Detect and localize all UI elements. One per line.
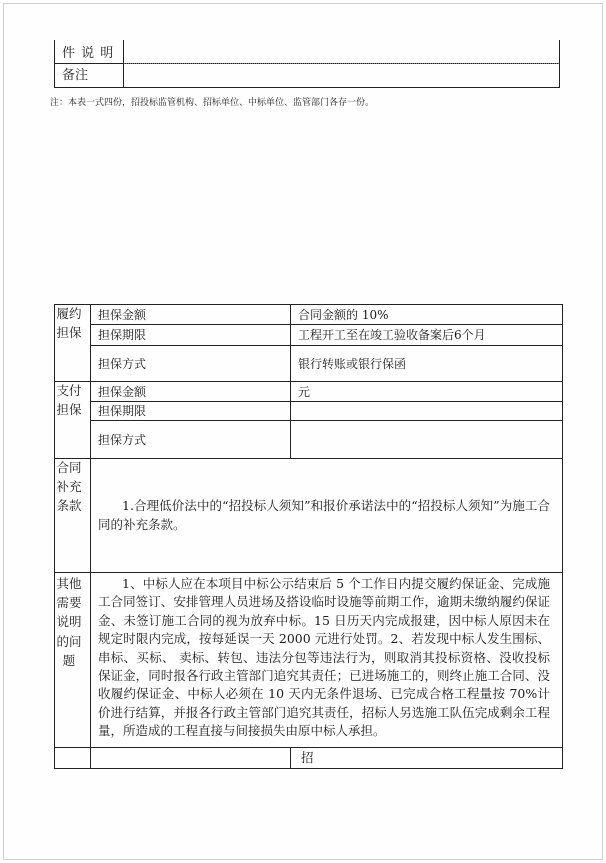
bottom-row-text: 招 [301, 750, 314, 765]
performance-method-label: 担保方式 [98, 357, 147, 371]
remarks-label: 备注 [62, 68, 89, 83]
other-notes-text: 1、中标人应在本项目中标公示结束后 5 个工作日内提交履约保证金、完成施工合同签订、安排管理人员进场及搭设临时设施等前期工作，逾期未缴纳履约保证金、未签订施工合同的视为放弃中标。15 日历天内完成报建，因中标人原因未在规定时限内完成，按每延误一天 2000 元进行处罚。2、若发现中标人发生围标、串标、买标、 卖标、转包、违法分包等违法行为，则取消其投标资格、没收投标保证金，同时报各行政主管部门追究其责任；已进场施工的，则终止施工合同、没收履约保证金、中标人必须在 10 天内无条件退场、已完成合格工程量按 70%计价进行结算，并报各行政主管部门追究其责任，招标人另选施工队伍完成剩余工程量，所造成的工程直接与间接损失由原中标人承担。 [98, 576, 550, 739]
payment-guarantee-label: 支付担保 [56, 383, 82, 417]
payment-period-label: 担保期限 [98, 404, 147, 418]
contract-supplement-label: 合同补充条款 [56, 460, 82, 513]
performance-amount-value: 合同金额的 10% [298, 308, 389, 322]
description-row-label: 件 说 明 [62, 46, 115, 61]
performance-guarantee-label: 履约担保 [56, 306, 82, 340]
other-notes-label: 其他需要说明的问题 [56, 576, 82, 668]
payment-amount-value: 元 [298, 385, 311, 399]
performance-period-label: 担保期限 [98, 328, 147, 342]
contract-supplement-text: 1.合理低价法中的“招投标人须知”和报价承诺法中的“招投标人须知”为施工合同的补充条款。 [98, 498, 550, 532]
performance-method-value: 银行转账或银行保函 [298, 357, 407, 371]
footnote: 注：本表一式四份，招投标监管机构、招标单位、中标单位、监管部门各存一份。 [50, 98, 375, 108]
performance-period-value: 工程开工至在竣工验收备案后6个月 [298, 328, 486, 342]
payment-amount-label: 担保金额 [98, 385, 147, 399]
performance-amount-label: 担保金额 [98, 308, 147, 322]
payment-method-label: 担保方式 [98, 433, 147, 447]
